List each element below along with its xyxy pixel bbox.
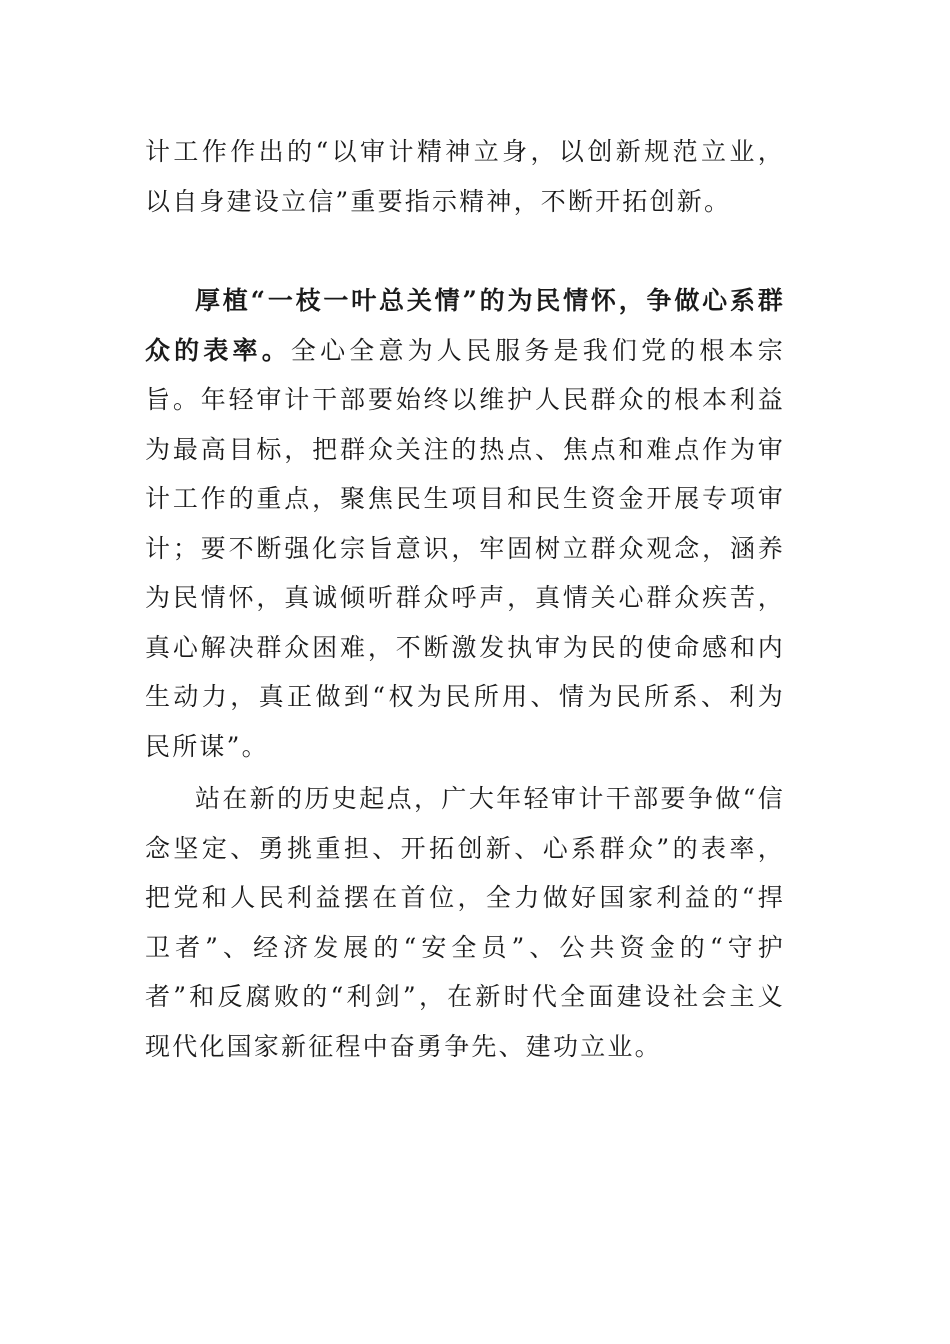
people-paragraph-block [145, 276, 785, 771]
conclusion-paragraph-block [145, 774, 785, 1071]
continued-paragraph: 计工作作出的“以审计精神立身，以创新规范立业，以自身建设立信”重要指示精神，不断开拓创新。 [145, 137, 785, 216]
continued-paragraph-block [145, 127, 785, 226]
paragraph-heading-bold: 厚植“一枝一叶总关情”的为民情怀，争做心系群众的表率。 [145, 286, 785, 365]
paragraph-body: 全心全意为人民服务是我们党的根本宗旨。年轻审计干部要始终以维护人民群众的根本利益为最高目标，把群众关注的热点、焦点和难点作为审计工作的重点，聚焦民生项目和民生资金开展专项审计；要不断强化宗旨意识，牢固树立群众观念，涵养为民情怀，真诚倾听群众呼声，真情关心群众疾苦，真心解决群众困难，不断激发执审为民的使命感和内生动力，真正做到“权为民所用、情为民所系、利为民所谋”。 [145, 335, 785, 761]
people-paragraph [145, 276, 785, 771]
conclusion-paragraph: 站在新的历史起点，广大年轻审计干部要争做“信念坚定、勇挑重担、开拓创新、心系群众”的表率，把党和人民利益摆在首位，全力做好国家利益的“捍卫者”、经济发展的“安全员”、公共资金的“守护者”和反腐败的“利剑”，在新时代全面建设社会主义现代化国家新征程中奋勇争先、建功立业。 [145, 784, 785, 1061]
